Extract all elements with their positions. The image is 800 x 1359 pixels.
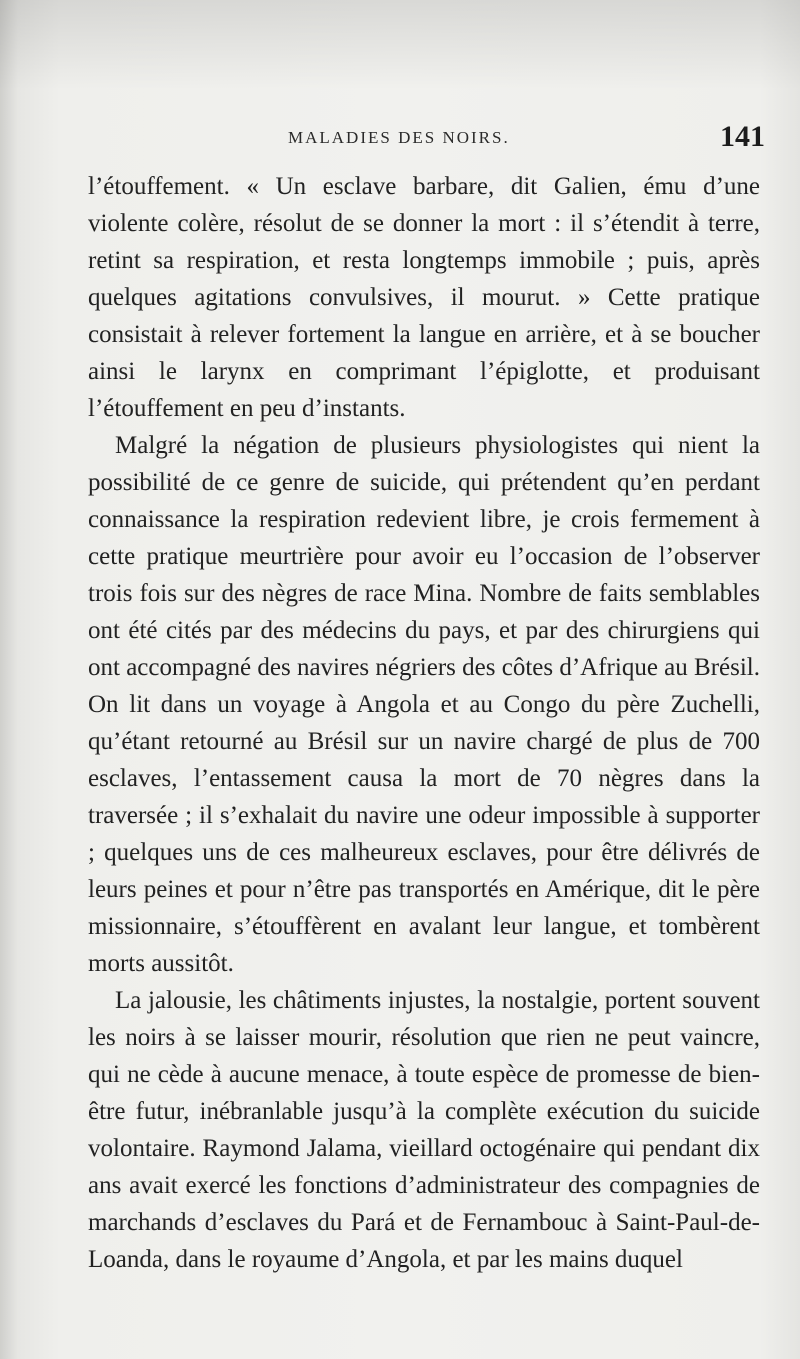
paragraph-3: La jalousie, les châtiments injustes, la nostalgie, portent souvent les noirs à se laisser mourir, résolution que rien ne peut vaincre, qui ne cède à aucune menace, à toute espèce de promesse de bien-être futur, inébranlable jusqu’à la complète exécution du suicide volontaire. Raymond Jalama, vieillard octogénaire qui pendant dix ans avait exercé les fonctions d’administrateur des compagnies de marchands d’esclaves du Pará et de Fernambouc à Saint-Paul-de-Loanda, dans le royaume d’Angola, et par les mains duquel [88,987,760,1273]
body-text [88,168,760,1278]
page-header [88,118,765,168]
running-head: MALADIES DES NOIRS. [288,128,510,147]
paragraph-1: l’étouffement. « Un esclave barbare, dit Galien, ému d’une violente colère, résolut de se donner la mort : il s’étendit à terre, retint sa respiration, et resta longtemps immobile ; puis, après quelques agitations convulsives, il mourut. » Cette pratique consistait à relever fortement la langue en arrière, et à se boucher ainsi le larynx en comprimant l’épiglotte, et produisant l’étouffement en peu d’instants. [88,173,760,422]
page-shadow [0,0,800,90]
paragraph-2: Malgré la négation de plusieurs physiologistes qui nient la possibilité de ce genre de suicide, qui prétendent qu’en perdant connaissance la respiration redevient libre, je crois fermement à cette pratique meurtrière pour avoir eu l’occasion de l’observer trois fois sur des nègres de race Mina. Nombre de faits semblables ont été cités par des médecins du pays, et par des chirurgiens qui ont accompagné des navires négriers des côtes d’Afrique au Brésil. On lit dans un voyage à Angola et au Congo du père Zuchelli, qu’étant retourné au Brésil sur un navire chargé de plus de 700 esclaves, l’entassement causa la mort de 70 nègres dans la traversée ; il s’exhalait du navire une odeur impossible à supporter ; quelques uns de ces malheureux esclaves, pour être délivrés de leurs peines et pour n’être pas transportés en Amérique, dit le père missionnaire, s’étouffèrent en avalant leur langue, et tombèrent morts aussitôt. [88,432,760,977]
book-page [88,118,765,1278]
page-number: 141 [720,120,765,153]
